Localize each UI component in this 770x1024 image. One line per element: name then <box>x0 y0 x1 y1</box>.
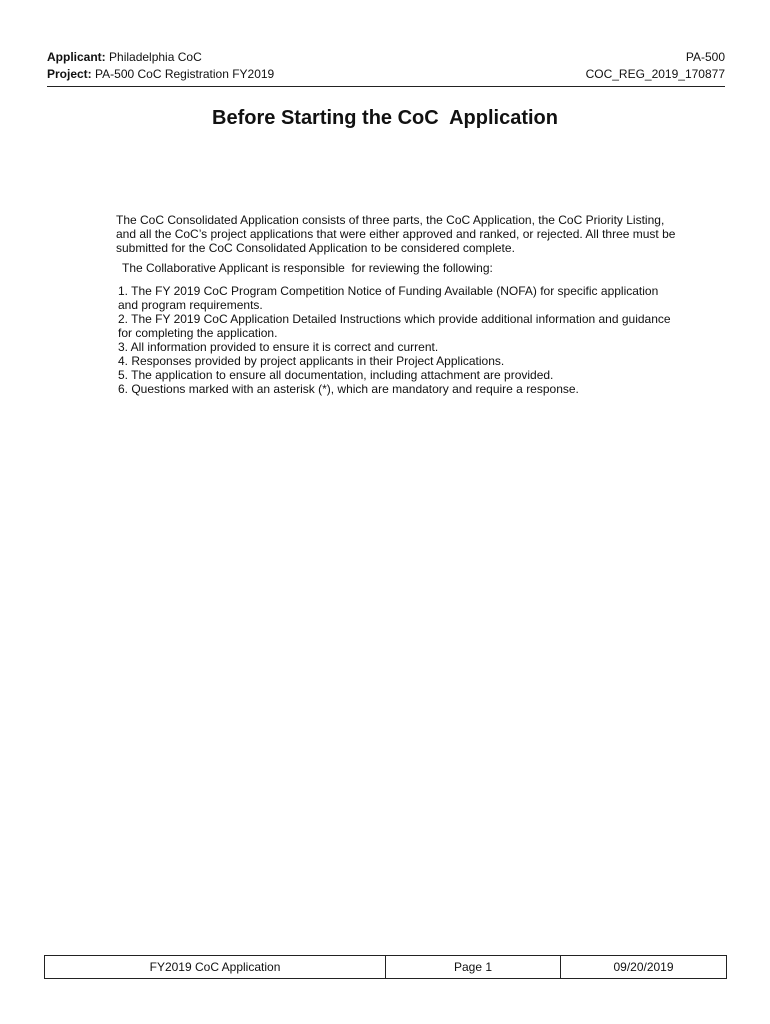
lead-paragraph: The Collaborative Applicant is responsible for reviewing the following: <box>122 261 493 275</box>
footer-application-name: FY2019 CoC Application <box>45 956 386 978</box>
header-row-project <box>47 66 725 83</box>
list-item: 5. The application to ensure all documentation, including attachment are provided. <box>118 368 554 382</box>
coc-code: PA-500 <box>685 50 725 64</box>
project-value: PA-500 CoC Registration FY2019 <box>95 67 275 81</box>
page-header <box>47 49 725 87</box>
list-item: 2. The FY 2019 CoC Application Detailed Instructions which provide additional information and guidance for completing the application. <box>118 312 674 340</box>
applicant-value: Philadelphia CoC <box>109 50 202 64</box>
applicant-label: Applicant: <box>47 50 106 64</box>
review-list <box>116 284 676 396</box>
project-label: Project: <box>47 67 92 81</box>
project-field <box>47 66 274 83</box>
document-body <box>116 213 676 396</box>
list-item: 3. All information provided to ensure it is correct and current. <box>118 340 439 354</box>
list-item: 4. Responses provided by project applicants in their Project Applications. <box>118 354 505 368</box>
header-row-applicant <box>47 49 725 66</box>
intro-paragraph: The CoC Consolidated Application consists of three parts, the CoC Application, the CoC Priority Listing, and all the CoC’s project applications that were either approved and ranked, or rejected. All three must be submitted for the CoC Consolidated Application to be considered complete. <box>116 213 676 255</box>
page-footer <box>44 955 727 979</box>
list-item: 6. Questions marked with an asterisk (*), which are mandatory and require a response. <box>118 382 579 396</box>
registration-id: COC_REG_2019_170877 <box>585 67 725 81</box>
applicant-field <box>47 49 202 66</box>
footer-date: 09/20/2019 <box>613 960 674 974</box>
page-title: Before Starting the CoC Application <box>212 107 558 129</box>
footer-page-number: Page 1 <box>386 956 561 978</box>
list-item: 1. The FY 2019 CoC Program Competition Notice of Funding Available (NOFA) for specific application and program requirements. <box>118 284 662 312</box>
